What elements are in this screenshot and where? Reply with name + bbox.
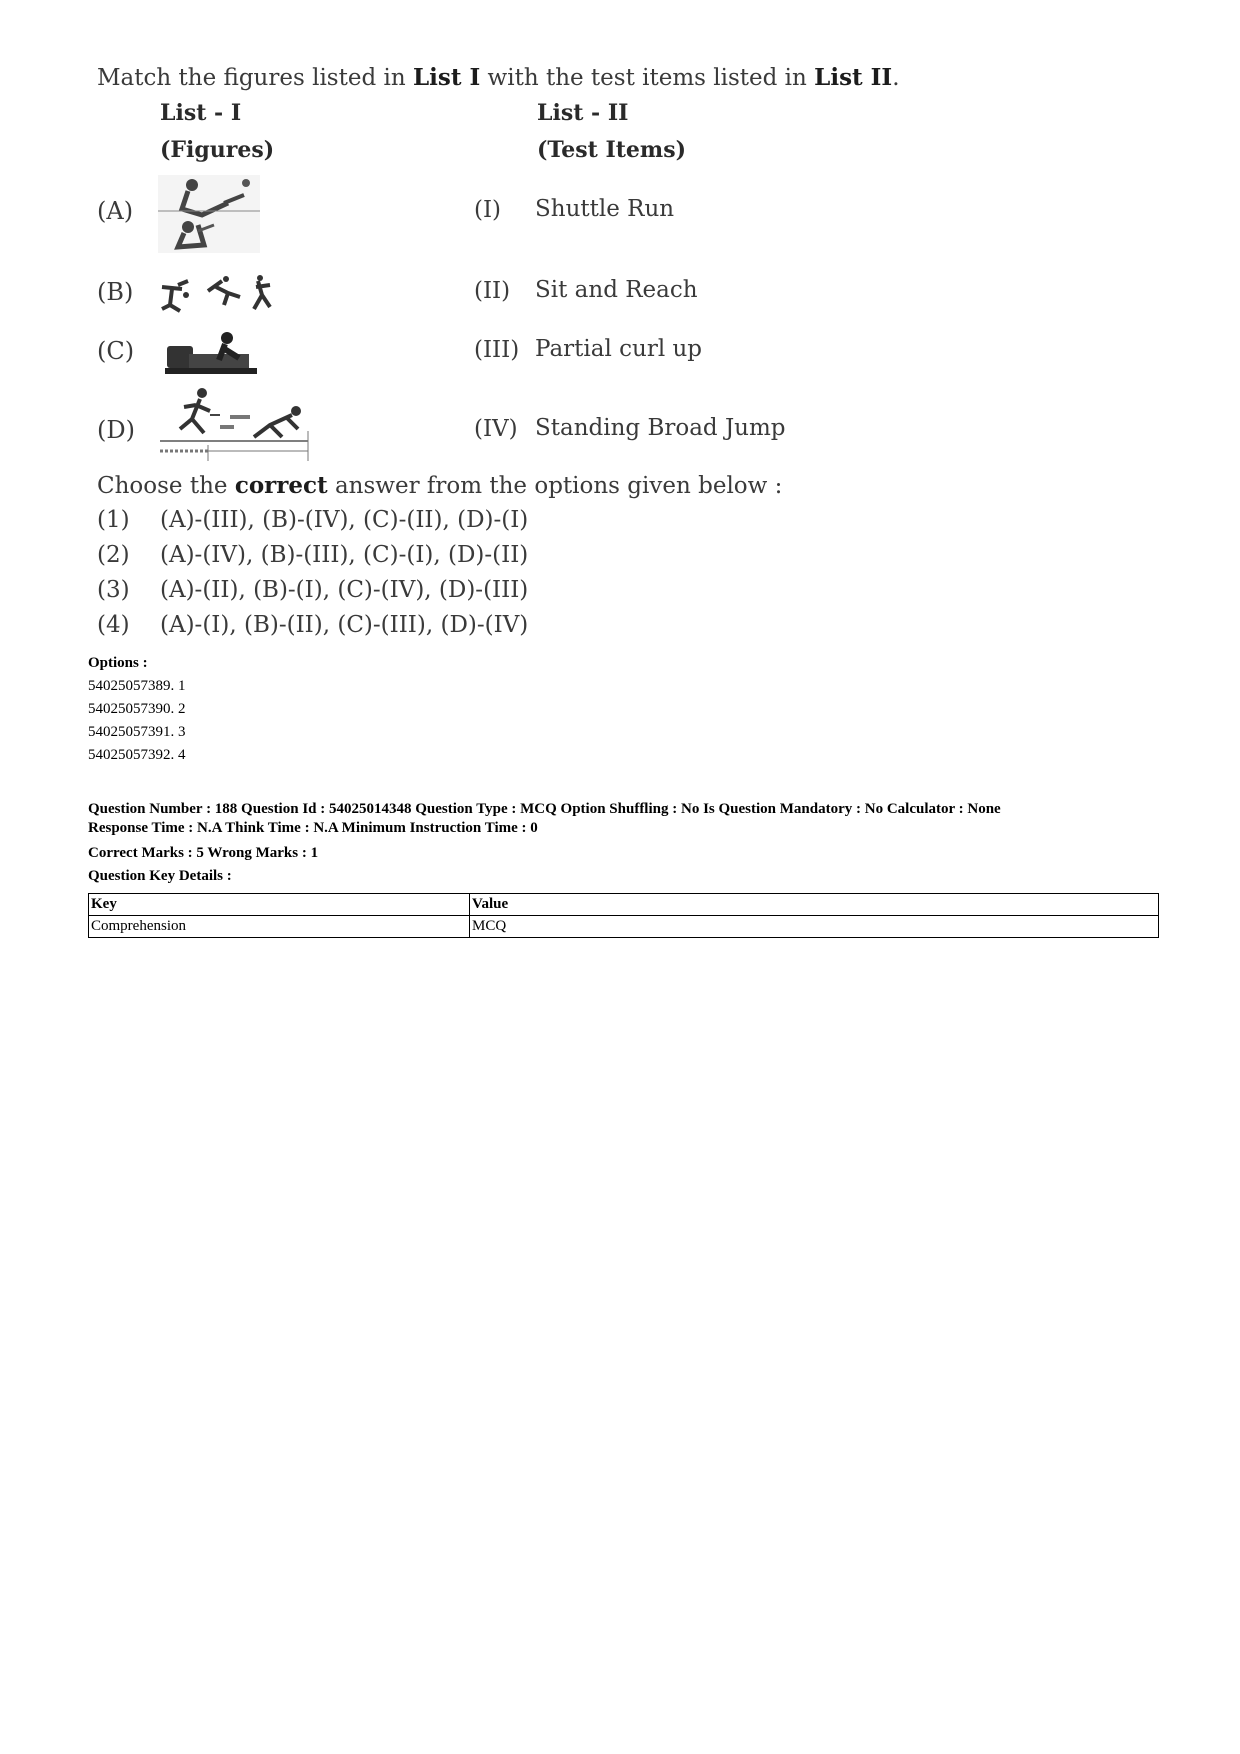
list1-label-c: (C): [97, 337, 135, 365]
list2-item-4: Standing Broad Jump: [535, 415, 786, 441]
option-id-3: 54025057391. 3: [88, 724, 186, 740]
option-id-4: 54025057392. 4: [88, 747, 186, 763]
list1-subtitle: (Figures): [160, 137, 275, 163]
list2-item-3: Partial curl up: [535, 336, 703, 362]
answer-num-3: (3): [97, 577, 130, 603]
question-key-table: [88, 893, 1159, 938]
question-key-details-label: Question Key Details :: [88, 868, 232, 884]
list2-num-2: (II): [474, 278, 511, 304]
key-table-row: [89, 916, 1159, 938]
answer-text-1: (A)-(III), (B)-(IV), (C)-(II), (D)-(I): [160, 507, 529, 533]
question-meta-line2: Response Time : N.A Think Time : N.A Minimum Instruction Time : 0: [88, 820, 538, 836]
list2-subtitle: (Test Items): [537, 137, 686, 163]
list1-label-d: (D): [97, 416, 135, 444]
question-marks: Correct Marks : 5 Wrong Marks : 1: [88, 845, 319, 861]
list2-item-2: Sit and Reach: [535, 277, 698, 303]
answer-num-1: (1): [97, 507, 130, 533]
list2-num-4: (IV): [474, 416, 518, 442]
key-table-header-value: Value: [470, 894, 1159, 916]
key-table-cell-key: Comprehension: [89, 916, 470, 938]
option-id-1: 54025057389. 1: [88, 678, 186, 694]
options-heading: Options :: [88, 655, 148, 671]
list2-title: List - II: [537, 100, 629, 126]
answer-text-3: (A)-(II), (B)-(I), (C)-(IV), (D)-(III): [160, 577, 529, 603]
list1-label-a: (A): [97, 197, 134, 225]
list2-num-1: (I): [474, 197, 502, 223]
figure-d-shuttle-run: [158, 385, 318, 463]
figure-b-broad-jump: [158, 275, 282, 315]
answer-text-4: (A)-(I), (B)-(II), (C)-(III), (D)-(IV): [160, 612, 529, 638]
list1-label-b: (B): [97, 278, 134, 306]
key-table-header-key: Key: [89, 894, 470, 916]
answer-text-2: (A)-(IV), (B)-(III), (C)-(I), (D)-(II): [160, 542, 529, 568]
key-table-header-row: [89, 894, 1159, 916]
answer-num-2: (2): [97, 542, 130, 568]
question-intro: Match the figures listed in List I with the test items listed in List II.: [97, 64, 900, 91]
figure-c-partial-curl-up: [165, 330, 257, 374]
answer-num-4: (4): [97, 612, 130, 638]
question-meta-line1: Question Number : 188 Question Id : 54025014348 Question Type : MCQ Option Shuffling : No Is Question Mandatory : No Calculator : None: [88, 801, 1001, 817]
option-id-2: 54025057390. 2: [88, 701, 186, 717]
key-table-cell-value: MCQ: [470, 916, 1159, 938]
list1-title: List - I: [160, 100, 242, 126]
figure-a-sit-and-reach: [158, 175, 260, 253]
choose-instruction: Choose the correct answer from the options given below :: [97, 472, 783, 499]
list2-num-3: (III): [474, 337, 520, 363]
list2-item-1: Shuttle Run: [535, 196, 675, 222]
